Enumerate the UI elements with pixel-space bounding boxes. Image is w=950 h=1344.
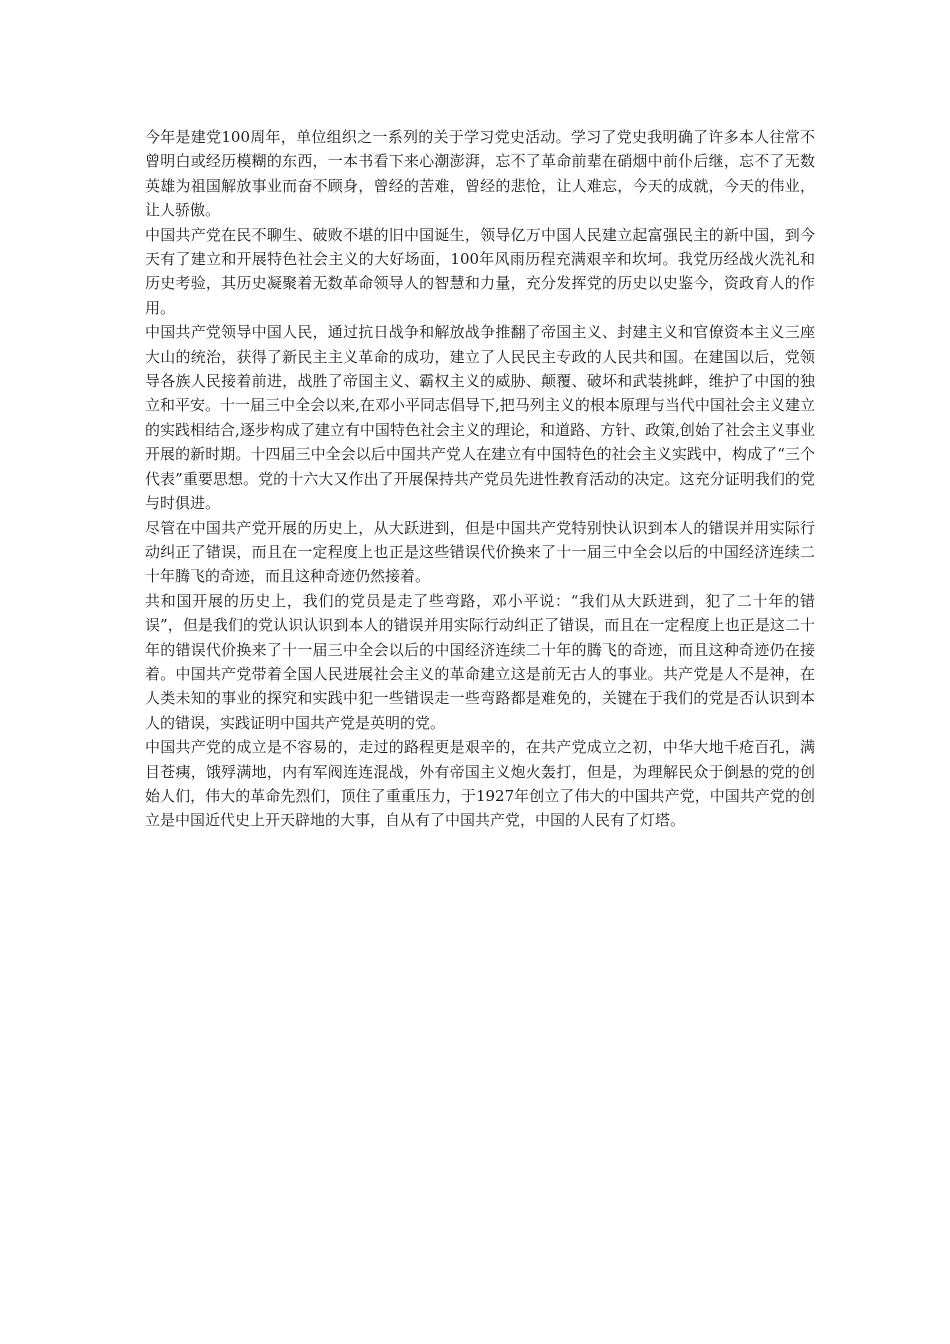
paragraph-5: 共和国开展的历史上，我们的党员是走了些弯路，邓小平说：“我们从大跃进到，犯了二十年的错误”，但是我们的党认识认识到本人的错误并用实际行动纠正了错误，而且在一定程度上也正是这二十年的错误代价换来了十一届三中全会以后的中国经济连续二十年的腾飞的奇迹，而且这种奇迹仍在接着。中国共产党带着全国人民进展社会主义的革命建立这是前无古人的事业。共产党是人不是神，在人类未知的事业的探究和实践中犯一些错误走一些弯路都是难免的，关键在于我们的党是否认识到本人的错误，实践证明中国共产党是英明的党。 xyxy=(145,591,815,732)
paragraph-1: 今年是建党100周年，单位组织之一系列的关于学习党史活动。学习了党史我明确了许多本人往常不曾明白或经历模糊的东西，一本书看下来心潮澎湃，忘不了革命前辈在硝烟中前仆后继，忘不了无数英雄为祖国解放事业而奋不顾身，曾经的苦难，曾经的悲怆，让人难忘，今天的成就，今天的伟业，让人骄傲。 xyxy=(145,128,815,220)
paragraph-6: 中国共产党的成立是不容易的，走过的路程更是艰辛的，在共产党成立之初，中华大地千疮百孔，满目苍痍，饿殍满地，内有军阀连连混战，外有帝国主义炮火轰打，但是，为理解民众于倒悬的党的创始人们，伟大的革命先烈们，顶住了重重压力，于1927年创立了伟大的中国共产党，中国共产党的创立是中国近代史上开天辟地的大事，自从有了中国共产党，中国的人民有了灯塔。 xyxy=(145,738,815,830)
paragraph-2: 中国共产党在民不聊生、破败不堪的旧中国诞生，领导亿万中国人民建立起富强民主的新中国，到今天有了建立和开展特色社会主义的大好场面，100年风雨历程充满艰辛和坎坷。我党历经战火洗礼和历史考验，其历史凝聚着无数革命领导人的智慧和力量，充分发挥党的历史以史鉴今，资政育人的作用。 xyxy=(145,225,815,317)
document-body xyxy=(145,125,815,833)
paragraph-3: 中国共产党领导中国人民，通过抗日战争和解放战争推翻了帝国主义、封建主义和官僚资本主义三座大山的统治，获得了新民主主义革命的成功，建立了人民民主专政的人民共和国。在建国以后，党领导各族人民接着前进，战胜了帝国主义、霸权主义的威胁、颠覆、破坏和武装挑衅，维护了中国的独立和平安。十一届三中全会以来,在邓小平同志倡导下,把马列主义的根本原理与当代中国社会主义建立的实践相结合,逐步构成了建立有中国特色社会主义的理论，和道路、方针、政策,创始了社会主义事业开展的新时期。十四届三中全会以后中国共产党人在建立有中国特色的社会主义实践中，构成了“三个代表”重要思想。党的十六大又作出了开展保持共产党员先进性教育活动的决定。这充分证明我们的党与时俱进。 xyxy=(145,323,815,513)
paragraph-4: 尽管在中国共产党开展的历史上，从大跃进到，但是中国共产党特别快认识到本人的错误并用实际行动纠正了错误，而且在一定程度上也正是这些错误代价换来了十一届三中全会以后的中国经济连续二十年腾飞的奇迹，而且这种奇迹仍然接着。 xyxy=(145,518,815,586)
